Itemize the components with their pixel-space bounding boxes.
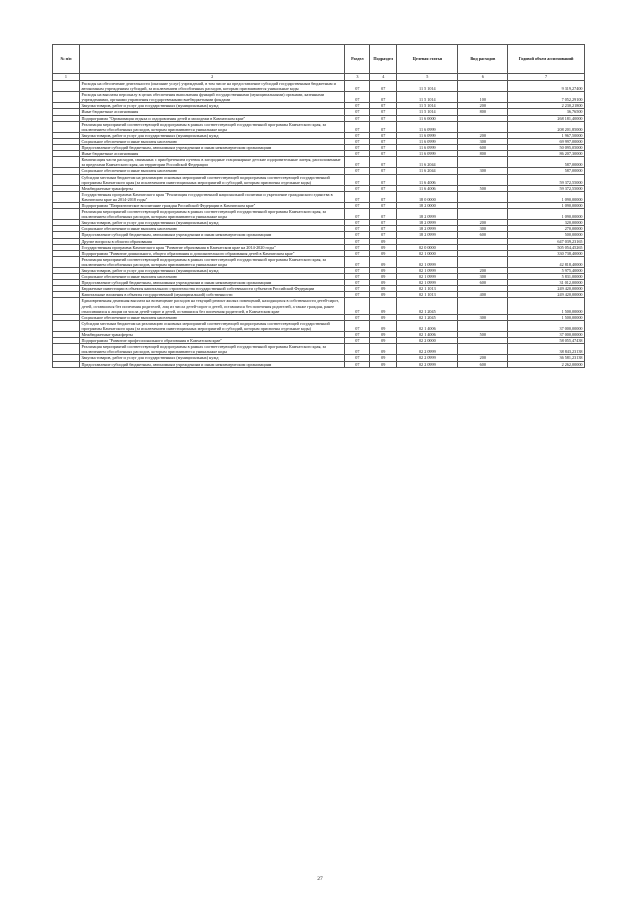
item-name-cell: Социальное обеспечение и иные выплаты населению (79, 168, 344, 174)
subsection-code-cell: 07 (370, 232, 397, 238)
section-code-cell: 07 (345, 138, 370, 144)
section-code-cell: 07 (345, 298, 370, 314)
row-number-cell (53, 157, 80, 168)
amount-cell: 50 095,05000 (508, 145, 585, 151)
amount-cell: 320,00000 (508, 220, 585, 226)
header-target: Целевая статья (397, 45, 458, 74)
amount-cell: 505 054,45265 (508, 244, 585, 250)
section-code-cell: 07 (345, 174, 370, 185)
amount-cell: 69 997,00000 (508, 138, 585, 144)
subsection-code-cell: 09 (370, 338, 397, 344)
subsection-code-cell: 07 (370, 157, 397, 168)
amount-cell: 1 090,00000 (508, 202, 585, 208)
table-row (53, 256, 585, 267)
item-name-cell: Подпрограмма "Развитие дошкольного, общего образования и дополнительного образования детей в Камчатском крае" (79, 250, 344, 256)
amount-cell: 36 581,23138 (508, 355, 585, 361)
target-article-cell: 11 6 0999 (397, 145, 458, 151)
amount-cell: 31 012,00000 (508, 280, 585, 286)
section-code-cell: 07 (345, 280, 370, 286)
expense-type-cell: 300 (458, 274, 508, 280)
section-code-cell: 07 (345, 202, 370, 208)
table-row (53, 121, 585, 132)
subsection-code-cell: 07 (370, 226, 397, 232)
row-number-cell (53, 174, 80, 185)
column-number: 7 (508, 74, 585, 81)
table-body (53, 81, 585, 368)
subsection-code-cell: 07 (370, 145, 397, 151)
subsection-code-cell: 07 (370, 191, 397, 202)
item-name-cell: Закупка товаров, работ и услуг для государственных (муниципальных) нужд (79, 268, 344, 274)
section-code-cell: 07 (345, 103, 370, 109)
amount-cell: 270,00000 (508, 226, 585, 232)
section-code-cell: 07 (345, 338, 370, 344)
expense-type-cell: 600 (458, 280, 508, 286)
subsection-code-cell: 07 (370, 92, 397, 103)
target-article-cell: 18 2 0999 (397, 232, 458, 238)
section-code-cell: 07 (345, 185, 370, 191)
item-name-cell: Социальное обеспечение и иные выплаты населению (79, 138, 344, 144)
target-article-cell: 02 1 0999 (397, 268, 458, 274)
expense-type-cell: 200 (458, 103, 508, 109)
column-number: 6 (458, 74, 508, 81)
item-name-cell: Социальное обеспечение и иные выплаты населению (79, 314, 344, 320)
section-code-cell: 07 (345, 145, 370, 151)
target-article-cell: 11 5 1014 (397, 103, 458, 109)
table-row (53, 174, 585, 185)
subsection-code-cell: 09 (370, 286, 397, 292)
amount-cell: 2 262,00000 (508, 361, 585, 367)
header-subsection: Подраздел (370, 45, 397, 74)
column-number: 4 (370, 74, 397, 81)
subsection-code-cell: 09 (370, 298, 397, 314)
subsection-code-cell: 09 (370, 274, 397, 280)
expense-type-cell (458, 344, 508, 355)
amount-cell: 500,00000 (508, 232, 585, 238)
target-article-cell: 02 2 0999 (397, 361, 458, 367)
target-article-cell: 11 5 1014 (397, 92, 458, 103)
subsection-code-cell: 09 (370, 320, 397, 331)
amount-cell: 1 500,00000 (508, 314, 585, 320)
amount-cell: 587,00000 (508, 157, 585, 168)
item-name-cell: Социальное обеспечение и иные выплаты населению (79, 226, 344, 232)
item-name-cell: Расходы на выплаты персоналу в целях обеспечения выполнения функций государственными (муниципальными) органами, казенными учреждениями, органами управления государственными внебюджетными фондами (79, 92, 344, 103)
item-name-cell: Закупка товаров, работ и услуг для государственных (муниципальных) нужд (79, 220, 344, 226)
expense-type-cell: 300 (458, 226, 508, 232)
expense-type-cell: 100 (458, 92, 508, 103)
item-name-cell: Другие вопросы в области образования (79, 238, 344, 244)
expense-type-cell (458, 81, 508, 92)
expense-type-cell: 800 (458, 151, 508, 157)
section-code-cell: 07 (345, 274, 370, 280)
item-name-cell: Предоставление субсидий бюджетным, автономным учреждениям и иным некоммерческим организациям (79, 145, 344, 151)
item-name-cell: Капитальные вложения в объекты государственной (муниципальной) собственности (79, 292, 344, 298)
table-row (53, 209, 585, 220)
item-name-cell: Расходы на обеспечение деятельности (оказание услуг) учреждений, в том числе на предоставление субсидий государственным бюджетным и автономным учреждениям субсидий, за исключением обособленных расходов, которым присваиваются уникальные коды (79, 81, 344, 92)
target-article-cell: 02 1 4006 (397, 320, 458, 331)
target-article-cell: 11 5 1014 (397, 81, 458, 92)
subsection-code-cell: 09 (370, 250, 397, 256)
item-name-cell: Государственная программа Камчатского края "Развитие образования в Камчатском крае на 2014-2020 годы" (79, 244, 344, 250)
target-article-cell: 02 2 0999 (397, 344, 458, 355)
target-article-cell: 02 1 4006 (397, 332, 458, 338)
target-article-cell: 11 6 2044 (397, 168, 458, 174)
amount-cell: 36,76500 (508, 109, 585, 115)
section-code-cell: 07 (345, 238, 370, 244)
section-code-cell: 07 (345, 109, 370, 115)
item-name-cell: Иные бюджетные ассигнования (79, 109, 344, 115)
table-row (53, 320, 585, 331)
table-row (53, 92, 585, 103)
amount-cell: 59 372,55000 (508, 185, 585, 191)
section-code-cell: 07 (345, 286, 370, 292)
section-code-cell: 07 (345, 168, 370, 174)
section-code-cell: 07 (345, 151, 370, 157)
item-name-cell: Закупка товаров, работ и услуг для государственных (муниципальных) нужд (79, 132, 344, 138)
item-name-cell: Субсидии местным бюджетам на реализацию основных мероприятий соответствующей подпрограммы соответствующей государственной программы Камчатского края (за исключением инвестиционных мероприятий и субсидий, которым присвоены отдельные коды) (79, 174, 344, 185)
target-article-cell: 02 2 0999 (397, 355, 458, 361)
subsection-code-cell: 09 (370, 292, 397, 298)
item-name-cell: Подпрограмма "Патриотическое воспитание граждан Российской Федерации в Камчатском крае" (79, 202, 344, 208)
item-name-cell: Подпрограмма "Организация отдыха и оздоровления детей и молодежи в Камчатском крае" (79, 115, 344, 121)
row-number-cell (53, 92, 80, 103)
subsection-code-cell: 09 (370, 344, 397, 355)
amount-cell: 7 052,29100 (508, 92, 585, 103)
section-code-cell: 07 (345, 314, 370, 320)
expense-type-cell: 500 (458, 332, 508, 338)
target-article-cell: 02 1 0999 (397, 274, 458, 280)
section-code-cell: 07 (345, 244, 370, 250)
subsection-code-cell: 09 (370, 238, 397, 244)
amount-cell: 5 975,40000 (508, 268, 585, 274)
expense-type-cell: 600 (458, 361, 508, 367)
column-number: 1 (53, 74, 80, 81)
row-number-cell (53, 256, 80, 267)
expense-type-cell: 300 (458, 168, 508, 174)
header-type: Вид расходов (458, 45, 508, 74)
amount-cell: 249 420,00000 (508, 292, 585, 298)
row-number-cell (53, 298, 80, 314)
subsection-code-cell: 07 (370, 81, 397, 92)
section-code-cell: 07 (345, 361, 370, 367)
subsection-code-cell: 09 (370, 280, 397, 286)
header-row (53, 45, 585, 74)
expense-type-cell (458, 209, 508, 220)
target-article-cell: 11 6 0999 (397, 132, 458, 138)
subsection-code-cell: 07 (370, 174, 397, 185)
item-name-cell: Реализация мероприятий соответствующей подпрограммы в рамках соответствующей государственной программы Камчатского края, за исключением обособленных расходов, которым присваиваются уникальные коды (79, 121, 344, 132)
section-code-cell: 07 (345, 115, 370, 121)
target-article-cell: 02 1 0999 (397, 256, 458, 267)
subsection-code-cell: 09 (370, 355, 397, 361)
row-number-cell (53, 344, 80, 355)
amount-cell: 249 420,00000 (508, 286, 585, 292)
section-code-cell: 07 (345, 81, 370, 92)
subsection-code-cell: 09 (370, 244, 397, 250)
expense-type-cell: 200 (458, 268, 508, 274)
target-article-cell: 18 2 0999 (397, 209, 458, 220)
item-name-cell: Реализация мероприятий соответствующей подпрограммы в рамках соответствующей государственной программы Камчатского края, за исключением обособленных расходов, которым присваиваются уникальные коды (79, 256, 344, 267)
section-code-cell: 07 (345, 92, 370, 103)
expense-type-cell (458, 191, 508, 202)
table-row (53, 298, 585, 314)
expense-type-cell: 200 (458, 132, 508, 138)
section-code-cell: 07 (345, 232, 370, 238)
expense-type-cell: 800 (458, 109, 508, 115)
table-row (53, 191, 585, 202)
target-article-cell: 11 6 0999 (397, 121, 458, 132)
row-number-cell (53, 361, 80, 367)
amount-cell: 42 818,40000 (508, 256, 585, 267)
header-amount: Годовой объем ассигнований (508, 45, 585, 74)
amount-cell: 58 055,47438 (508, 338, 585, 344)
row-number-cell (53, 191, 80, 202)
subsection-code-cell: 07 (370, 202, 397, 208)
target-article-cell: 02 2 0000 (397, 338, 458, 344)
row-number-cell (53, 121, 80, 132)
item-name-cell: Субсидии местным бюджетам на реализацию основных мероприятий соответствующей подпрограммы соответствующей государственной программы Камчатского края (за исключением инвестиционных мероприятий и субсидий, которым присвоены отдельные коды) (79, 320, 344, 331)
expense-type-cell (458, 121, 508, 132)
table-row (53, 344, 585, 355)
item-name-cell: Государственная программа Камчатского края "Реализация государственной национальной политики и укрепление гражданского единства в Камчатском крае на 2014-2018 годы" (79, 191, 344, 202)
target-article-cell: 02 1 0999 (397, 280, 458, 286)
subsection-code-cell: 07 (370, 151, 397, 157)
target-article-cell: 11 6 0999 (397, 138, 458, 144)
subsection-code-cell: 07 (370, 138, 397, 144)
section-code-cell: 07 (345, 320, 370, 331)
amount-cell: 330 738,40000 (508, 250, 585, 256)
expense-type-cell (458, 320, 508, 331)
target-article-cell: 02 1 1013 (397, 286, 458, 292)
amount-cell: 37 000,00000 (508, 320, 585, 331)
subsection-code-cell: 07 (370, 209, 397, 220)
section-code-cell: 07 (345, 268, 370, 274)
expense-type-cell: 300 (458, 314, 508, 320)
target-article-cell: 11 6 0000 (397, 115, 458, 121)
expense-type-cell (458, 174, 508, 185)
subsection-code-cell: 09 (370, 361, 397, 367)
subsection-code-cell: 09 (370, 332, 397, 338)
target-article-cell: 02 1 1013 (397, 292, 458, 298)
item-name-cell: Социальное обеспечение и иные выплаты населению (79, 274, 344, 280)
section-code-cell: 07 (345, 191, 370, 202)
column-number: 3 (345, 74, 370, 81)
expense-type-cell: 200 (458, 355, 508, 361)
item-name-cell: Предоставление субсидий бюджетным, автономным учреждениям и иным некоммерческим организациям (79, 232, 344, 238)
table-row (53, 81, 585, 92)
subsection-code-cell: 07 (370, 185, 397, 191)
target-article-cell: 02 1 2045 (397, 298, 458, 314)
expense-type-cell: 200 (458, 220, 508, 226)
amount-cell: 1 090,00000 (508, 209, 585, 220)
column-number: 2 (79, 74, 344, 81)
target-article-cell: 11 6 0999 (397, 151, 458, 157)
expense-type-cell: 600 (458, 232, 508, 238)
item-name-cell: Закупка товаров, работ и услуг для государственных (муниципальных) нужд (79, 103, 344, 109)
item-name-cell: Предоставление субсидий бюджетным, автономным учреждениям и иным некоммерческим организациям (79, 280, 344, 286)
expense-type-cell (458, 256, 508, 267)
amount-cell: 1 500,00000 (508, 298, 585, 314)
header-section: Раздел (345, 45, 370, 74)
target-article-cell: 02 0 0000 (397, 244, 458, 250)
section-code-cell: 07 (345, 332, 370, 338)
item-name-cell: Бюджетные инвестиции в объекты капитального строительства государственной собственности субъектов Российской Федерации (79, 286, 344, 292)
expense-type-cell (458, 298, 508, 314)
item-name-cell: Компенсация части расходов, связанных с приобретением путевок в загородные стационарные детские оздоровительные лагеря, расположенные за пределами Камчатского края, на территории Российской Федерации (79, 157, 344, 168)
subsection-code-cell: 07 (370, 168, 397, 174)
target-article-cell: 18 2 0999 (397, 226, 458, 232)
item-name-cell: Единовременная денежная выплата на возмещение расходов на текущий ремонт жилых помещений, находящихся в собственности детей-сирот, детей, оставшихся без попечения родителей, лиц из числа детей-сирот и детей, оставшихся без попечения родителей, а также граждан, ранее относившихся к лицам из числа детей-сирот и детей, оставшихся без попечения родителей, в Камчатском крае (79, 298, 344, 314)
target-article-cell: 11 6 2044 (397, 157, 458, 168)
item-name-cell: Межбюджетные трансферты (79, 332, 344, 338)
target-article-cell: 18 2 0999 (397, 220, 458, 226)
item-name-cell: Межбюджетные трансферты (79, 185, 344, 191)
target-article-cell: 18 0 0000 (397, 191, 458, 202)
column-number-row (53, 74, 585, 81)
row-number-cell (53, 320, 80, 331)
section-code-cell: 07 (345, 250, 370, 256)
section-code-cell: 07 (345, 344, 370, 355)
expense-type-cell: 500 (458, 185, 508, 191)
target-article-cell: 18 2 0000 (397, 202, 458, 208)
section-code-cell: 07 (345, 256, 370, 267)
amount-cell: 2 230,21800 (508, 103, 585, 109)
header-no: № п/п (53, 45, 80, 74)
expense-type-cell: 600 (458, 145, 508, 151)
target-article-cell: 11 6 4006 (397, 174, 458, 185)
page-number: 27 (317, 876, 323, 882)
item-name-cell: Закупка товаров, работ и услуг для государственных (муниципальных) нужд (79, 355, 344, 361)
subsection-code-cell: 07 (370, 132, 397, 138)
subsection-code-cell: 09 (370, 268, 397, 274)
section-code-cell: 07 (345, 226, 370, 232)
row-number-cell (53, 81, 80, 92)
amount-cell: 59 372,55000 (508, 174, 585, 185)
subsection-code-cell: 07 (370, 103, 397, 109)
table-row (53, 361, 585, 367)
amount-cell: 208 201,85000 (508, 121, 585, 132)
section-code-cell: 07 (345, 292, 370, 298)
target-article-cell: 02 1 0000 (397, 250, 458, 256)
subsection-code-cell: 07 (370, 121, 397, 132)
amount-cell: 647 039,23165 (508, 238, 585, 244)
budget-table (52, 44, 585, 368)
expense-type-cell (458, 157, 508, 168)
subsection-code-cell: 09 (370, 256, 397, 267)
section-code-cell: 07 (345, 132, 370, 138)
subsection-code-cell: 07 (370, 109, 397, 115)
row-number-cell (53, 209, 80, 220)
section-code-cell: 07 (345, 220, 370, 226)
subsection-code-cell: 09 (370, 314, 397, 320)
expense-type-cell: 400 (458, 292, 508, 298)
amount-cell: 38 843,23138 (508, 344, 585, 355)
section-code-cell: 07 (345, 209, 370, 220)
subsection-code-cell: 07 (370, 115, 397, 121)
amount-cell: 268 181,40000 (508, 115, 585, 121)
item-name-cell: Подпрограмма "Развитие профессионального образования в Камчатском крае" (79, 338, 344, 344)
subsection-code-cell: 07 (370, 220, 397, 226)
amount-cell: 587,00000 (508, 168, 585, 174)
item-name-cell: Реализация мероприятий соответствующей подпрограммы в рамках соответствующей государственной программы Камчатского края, за исключением обособленных расходов, которым присваиваются уникальные коды (79, 344, 344, 355)
section-code-cell: 07 (345, 121, 370, 132)
amount-cell: 5 831,00000 (508, 274, 585, 280)
target-article-cell: 11 5 1014 (397, 109, 458, 115)
amount-cell: 37 000,00000 (508, 332, 585, 338)
expense-type-cell: 300 (458, 138, 508, 144)
item-name-cell: Предоставление субсидий бюджетным, автономным учреждениям и иным некоммерческим организациям (79, 361, 344, 367)
target-article-cell: 11 6 4006 (397, 185, 458, 191)
amount-cell: 86 207,30000 (508, 151, 585, 157)
header-name (79, 45, 344, 74)
amount-cell: 1 090,00000 (508, 191, 585, 202)
column-number: 5 (397, 74, 458, 81)
item-name-cell: Иные бюджетные ассигнования (79, 151, 344, 157)
item-name-cell: Реализация мероприятий соответствующей подпрограммы в рамках соответствующей государственной программы Камчатского края, за исключением обособленных расходов, которым присваиваются уникальные коды (79, 209, 344, 220)
target-article-cell: 02 1 2045 (397, 314, 458, 320)
table-row (53, 157, 585, 168)
section-code-cell: 07 (345, 355, 370, 361)
amount-cell: 9 319,27400 (508, 81, 585, 92)
amount-cell: 1 967,50000 (508, 132, 585, 138)
section-code-cell: 07 (345, 157, 370, 168)
